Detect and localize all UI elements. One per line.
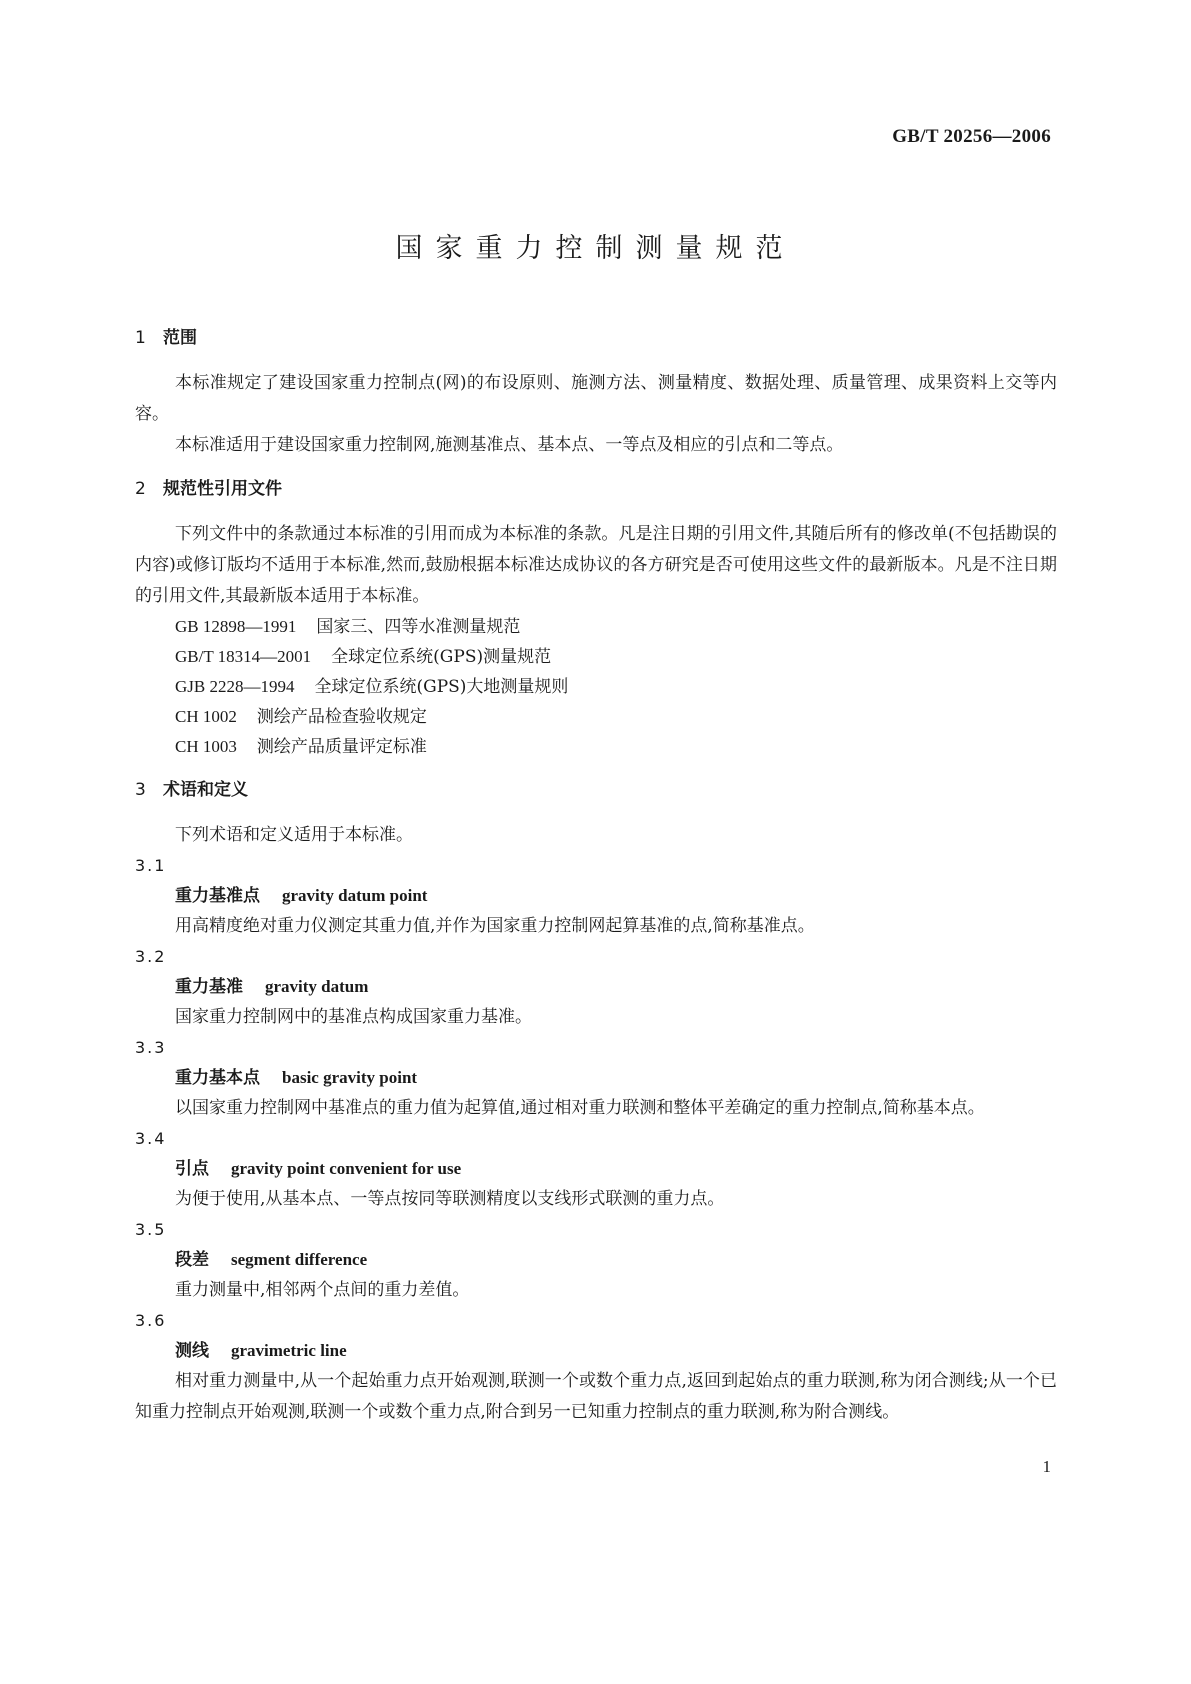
normative-paragraph: 下列文件中的条款通过本标准的引用而成为本标准的条款。凡是注日期的引用文件,其随后所有的修改单(不包括勘误的内容)或修订版均不适用于本标准,然而,鼓励根据本标准达成协议的各方研究是否可使用这些文件的最新版本。凡是不注日期的引用文件,其最新版本适用于本标准。 <box>135 524 1057 606</box>
term-chinese: 重力基准点 <box>175 886 260 906</box>
section-heading-scope <box>135 326 1057 350</box>
section-number: 3 <box>135 780 146 800</box>
scope-paragraph-1: 本标准规定了建设国家重力控制点(网)的布设原则、施测方法、测量精度、数据处理、质量管理、成果资料上交等内容。 <box>135 373 1057 424</box>
section-number: 1 <box>135 328 146 348</box>
clause-number: 3.5 <box>135 1220 167 1239</box>
term-entry <box>135 1154 1057 1184</box>
reference-item <box>135 732 1057 762</box>
reference-list <box>135 612 1057 762</box>
clause-number: 3.6 <box>135 1311 167 1330</box>
reference-code: GJB 2228—1994 <box>175 677 295 696</box>
section-heading-terms <box>135 778 1057 802</box>
reference-code: GB 12898—1991 <box>175 617 297 636</box>
reference-item <box>135 672 1057 702</box>
term-english: gravimetric line <box>231 1341 347 1360</box>
term-definition: 相对重力测量中,从一个起始重力点开始观测,联测一个或数个重力点,返回到起始点的重力联测,称为闭合测线;从一个已知重力控制点开始观测,联测一个或数个重力点,附合到另一已知重力控制点的重力联测,称为附合测线。 <box>135 1371 1057 1422</box>
page-number: 1 <box>1042 1457 1051 1476</box>
term-chinese: 引点 <box>175 1159 209 1179</box>
scope-paragraph-2: 本标准适用于建设国家重力控制网,施测基准点、基本点、一等点及相应的引点和二等点。 <box>175 435 844 455</box>
term-definition: 以国家重力控制网中基准点的重力值为起算值,通过相对重力联测和整体平差确定的重力控制点,简称基本点。 <box>175 1098 985 1118</box>
reference-item <box>135 642 1057 672</box>
reference-title: 全球定位系统(GPS)大地测量规则 <box>314 677 569 697</box>
term-entry <box>135 1336 1057 1366</box>
reference-item <box>135 612 1057 642</box>
term-chinese: 重力基准 <box>175 977 243 997</box>
term-english: segment difference <box>231 1250 368 1269</box>
clause-number: 3.1 <box>135 856 167 875</box>
reference-title: 测绘产品质量评定标准 <box>256 737 427 757</box>
reference-code: CH 1003 <box>175 737 237 756</box>
section-title: 规范性引用文件 <box>163 479 282 499</box>
term-definition: 国家重力控制网中的基准点构成国家重力基准。 <box>175 1007 532 1027</box>
term-entry <box>135 881 1057 911</box>
reference-item <box>135 702 1057 732</box>
clause-number: 3.3 <box>135 1038 167 1057</box>
term-english: gravity datum point <box>282 886 428 905</box>
term-chinese: 测线 <box>175 1341 209 1361</box>
section-number: 2 <box>135 479 146 499</box>
term-list <box>135 851 1057 1428</box>
standard-code: GB/T 20256—2006 <box>892 126 1051 147</box>
reference-title: 测绘产品检查验收规定 <box>256 707 427 727</box>
document-body <box>135 326 1057 1428</box>
section-title: 范围 <box>163 328 197 348</box>
reference-code: GB/T 18314—2001 <box>175 647 312 666</box>
term-entry <box>135 1245 1057 1275</box>
reference-title: 全球定位系统(GPS)测量规范 <box>331 647 552 667</box>
term-english: gravity datum <box>265 977 369 996</box>
term-chinese: 段差 <box>175 1250 209 1270</box>
term-chinese: 重力基本点 <box>175 1068 260 1088</box>
term-english: basic gravity point <box>282 1068 418 1087</box>
document-title: 国家重力控制测量规范 <box>395 233 796 264</box>
clause-number: 3.2 <box>135 947 167 966</box>
clause-number: 3.4 <box>135 1129 167 1148</box>
term-definition: 用高精度绝对重力仪测定其重力值,并作为国家重力控制网起算基准的点,简称基准点。 <box>175 916 815 936</box>
term-english: gravity point convenient for use <box>231 1159 462 1178</box>
terms-intro: 下列术语和定义适用于本标准。 <box>175 825 413 845</box>
term-entry <box>135 1063 1057 1093</box>
reference-code: CH 1002 <box>175 707 237 726</box>
reference-title: 国家三、四等水准测量规范 <box>316 617 521 637</box>
section-title: 术语和定义 <box>163 780 248 800</box>
section-heading-normative <box>135 477 1057 501</box>
term-definition: 为便于使用,从基本点、一等点按同等联测精度以支线形式联测的重力点。 <box>175 1189 725 1209</box>
term-definition: 重力测量中,相邻两个点间的重力差值。 <box>175 1280 470 1300</box>
term-entry <box>135 972 1057 1002</box>
